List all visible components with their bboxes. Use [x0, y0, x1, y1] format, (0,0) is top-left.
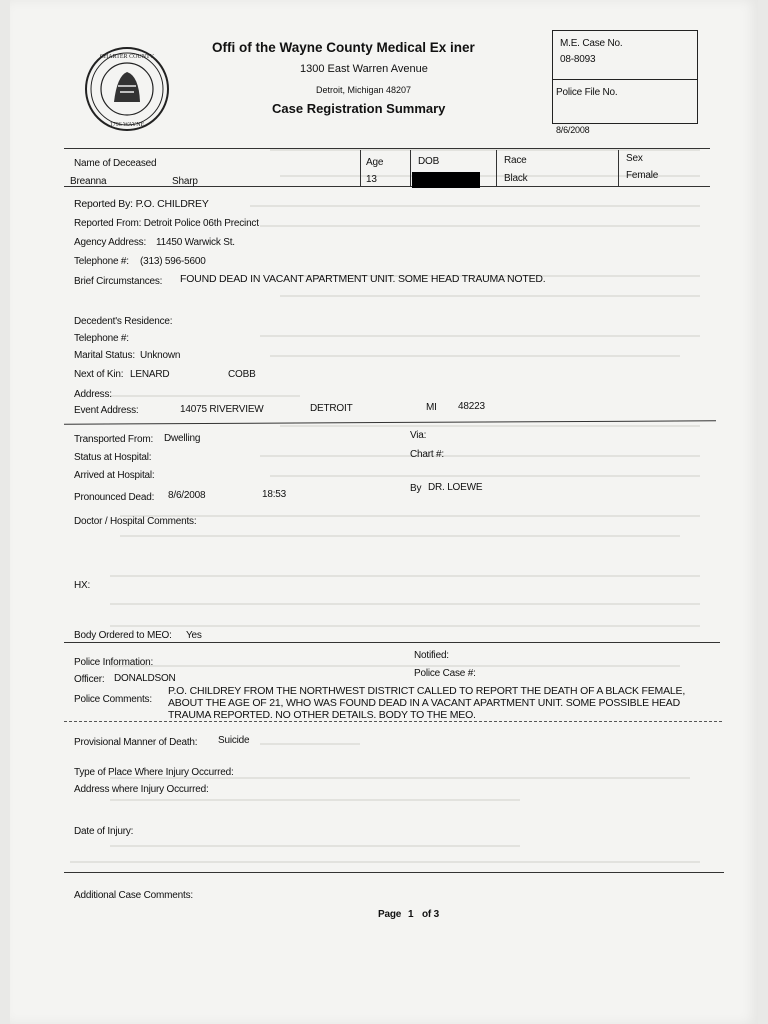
kin-last: COBB: [228, 369, 256, 380]
form-title: Case Registration Summary: [272, 101, 446, 116]
column-divider: [410, 150, 411, 186]
officer-value: DONALDSON: [114, 673, 176, 684]
pronounced-label: Pronounced Dead:: [74, 492, 155, 503]
sex-label: Sex: [626, 153, 643, 164]
meo-label: Body Ordered to MEO:: [74, 630, 172, 641]
event-zip: 48223: [458, 401, 485, 412]
by-doctor: DR. LOEWE: [428, 482, 483, 493]
via-label: Via:: [410, 430, 427, 441]
section-rule: [64, 186, 710, 187]
residence-label: Decedent's Residence:: [74, 316, 173, 327]
by-label: By: [410, 483, 422, 494]
column-divider: [618, 150, 619, 186]
reported-from: Reported From: Detroit Police 06th Precinct: [74, 218, 259, 229]
agency-label: Agency Address:: [74, 237, 147, 248]
age-value: 13: [366, 174, 377, 185]
me-case-label: M.E. Case No.: [560, 38, 623, 49]
police-case-label: Police Case #:: [414, 668, 476, 679]
event-label: Event Address:: [74, 405, 139, 416]
place-label: Type of Place Where Injury Occurred:: [74, 767, 234, 778]
me-case-number: 08-8093: [560, 54, 596, 65]
status-label: Status at Hospital:: [74, 452, 152, 463]
manner-value: Suicide: [218, 735, 250, 746]
svg-text:CHARTER COUNTY: CHARTER COUNTY: [99, 54, 155, 60]
meo-value: Yes: [186, 630, 202, 641]
first-name: Breanna: [70, 176, 107, 187]
telephone-label: Telephone #:: [74, 256, 129, 267]
manner-label: Provisional Manner of Death:: [74, 737, 198, 748]
section-rule: [64, 642, 720, 643]
last-name: Sharp: [172, 176, 198, 187]
transported-label: Transported From:: [74, 434, 154, 445]
event-street: 14075 RIVERVIEW: [180, 404, 264, 415]
page-number: 1: [408, 909, 414, 920]
pronounced-date: 8/6/2008: [168, 490, 206, 501]
hospital-comments-label: Doctor / Hospital Comments:: [74, 516, 197, 527]
arrived-label: Arrived at Hospital:: [74, 470, 155, 481]
pronounced-time: 18:53: [262, 489, 287, 500]
officer-label: Officer:: [74, 674, 105, 685]
injury-address-label: Address where Injury Occurred:: [74, 784, 209, 795]
event-city: DETROIT: [310, 403, 353, 414]
address-label: Address:: [74, 389, 112, 400]
injury-date-label: Date of Injury:: [74, 826, 134, 837]
section-rule: [64, 148, 710, 149]
race-value: Black: [504, 173, 528, 184]
police-comments-label: Police Comments:: [74, 694, 152, 705]
res-telephone-label: Telephone #:: [74, 333, 129, 344]
office-city: Detroit, Michigan 48207: [316, 85, 412, 95]
kin-label: Next of Kin:: [74, 369, 124, 380]
police-comments-text: P.O. CHILDREY FROM THE NORTHWEST DISTRICT CALLED TO REPORT THE DEATH OF A BLACK FEMALE, ABOUT THE AGE OF 21, WHO WAS FOUND DEAD IN A VACANT APARTMENT UNIT. SOME POSSIBLE HEAD TRAUMA REPORTED. NO OTHER DETAILS. BODY TO THE MEO.: [168, 685, 686, 721]
reported-by: Reported By: P.O. CHILDREY: [74, 198, 209, 210]
notified-label: Notified:: [414, 650, 449, 661]
dob-label: DOB: [418, 156, 440, 167]
svg-text:1796 WAYNE: 1796 WAYNE: [109, 122, 145, 128]
office-address: 1300 East Warren Avenue: [300, 63, 428, 75]
kin-first: LENARD: [130, 369, 170, 380]
document-page: [10, 0, 758, 1024]
chart-label: Chart #:: [410, 449, 444, 460]
sex-value: Female: [626, 170, 659, 181]
page-total: of 3: [422, 909, 439, 920]
hx-label: HX:: [74, 580, 91, 591]
brief-label: Brief Circumstances:: [74, 276, 163, 287]
race-label: Race: [504, 155, 527, 166]
telephone-value: (313) 596-5600: [140, 256, 206, 267]
office-title: Offi of the Wayne County Medical Ex iner: [212, 40, 475, 55]
additional-comments-label: Additional Case Comments:: [74, 890, 193, 901]
marital-value: Unknown: [140, 350, 181, 361]
section-rule: [64, 872, 724, 873]
police-info-label: Police Information:: [74, 657, 154, 668]
police-file-label: Police File No.: [556, 87, 618, 98]
column-divider: [360, 150, 361, 186]
section-rule: [64, 721, 722, 722]
dob-redaction: [412, 172, 480, 188]
agency-address: 11450 Warwick St.: [156, 237, 235, 248]
marital-label: Marital Status:: [74, 350, 135, 361]
page-label: Page: [378, 909, 402, 920]
transported-value: Dwelling: [164, 433, 201, 444]
name-label: Name of Deceased: [74, 158, 157, 169]
column-divider: [496, 150, 497, 186]
event-state: MI: [426, 402, 437, 413]
report-date: 8/6/2008: [556, 125, 590, 135]
brief-circumstances: FOUND DEAD IN VACANT APARTMENT UNIT. SOME HEAD TRAUMA NOTED.: [180, 273, 546, 285]
county-seal-logo: [84, 46, 170, 132]
age-label: Age: [366, 157, 384, 168]
